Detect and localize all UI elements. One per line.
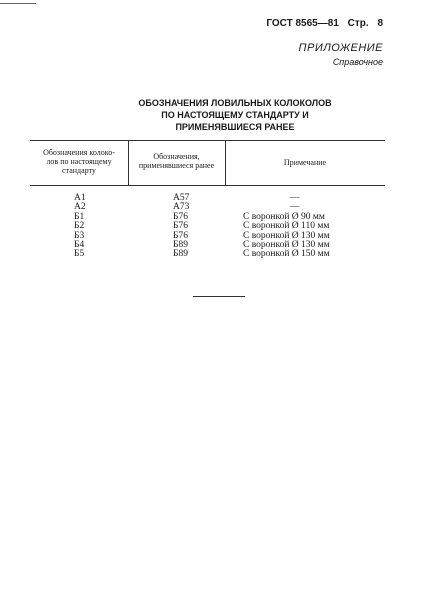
table-header-current-designation (30, 148, 128, 175)
table-header-note (225, 158, 385, 167)
table-row (0, 241, 431, 250)
document-title-line: ПРИМЕНЯВШИЕСЯ РАНЕЕ (175, 122, 295, 132)
previous-designation-cell: Б76 (173, 221, 188, 232)
header-text: стандарту (62, 166, 96, 175)
note-cell: С воронкой Ø 130 мм (243, 230, 330, 241)
header-text: Примечание (283, 158, 327, 167)
current-designation-cell: Б3 (74, 230, 85, 241)
table-row (0, 194, 431, 203)
current-designation-cell: Б5 (74, 249, 85, 260)
note-cell: — (290, 193, 300, 203)
table-header-rule (30, 185, 385, 186)
appendix-title: ПРИЛОЖЕНИЕ (298, 42, 383, 54)
table-body (0, 194, 431, 260)
previous-designation-cell: Б76 (173, 230, 188, 241)
page-number: 8 (377, 18, 383, 29)
current-designation-cell: Б4 (74, 239, 85, 250)
current-designation-cell: Б2 (74, 221, 85, 232)
table-header-previous-designation (128, 152, 225, 170)
previous-designation-cell: А57 (173, 193, 190, 203)
page-label: Стр. (347, 18, 369, 29)
header-text: Обозначения колоко- (43, 148, 115, 157)
table-top-rule (30, 140, 385, 141)
note-cell: С воронкой Ø 150 мм (243, 249, 330, 260)
appendix-subtitle: Справочное (332, 57, 383, 67)
document-title-line: ПО НАСТОЯЩЕМУ СТАНДАРТУ И (161, 110, 309, 120)
header-text: Обозначения, (153, 152, 200, 161)
note-cell: С воронкой Ø 110 мм (243, 221, 330, 232)
end-of-appendix-rule (193, 296, 245, 297)
note-cell: С воронкой Ø 90 мм (243, 211, 325, 222)
table-row (0, 213, 431, 222)
previous-designation-cell: Б89 (173, 239, 188, 250)
table-row (0, 222, 431, 231)
previous-designation-cell: Б89 (173, 249, 188, 260)
previous-designation-cell: А73 (173, 202, 190, 213)
previous-designation-cell: Б76 (173, 211, 188, 222)
table-row (0, 250, 431, 259)
header-text: лов по настоящему (46, 157, 112, 166)
current-designation-cell: А1 (74, 193, 86, 203)
note-cell: С воронкой Ø 130 мм (243, 239, 330, 250)
table-row (0, 232, 431, 241)
standard-number: ГОСТ 8565—81 (266, 18, 339, 29)
current-designation-cell: А2 (74, 202, 86, 213)
note-cell: — (290, 202, 300, 213)
current-designation-cell: Б1 (74, 211, 85, 222)
page-header (260, 18, 383, 29)
header-text: применявшиеся ранее (138, 161, 215, 170)
document-title-line: ОБОЗНАЧЕНИЯ ЛОВИЛЬНЫХ КОЛОКОЛОВ (138, 98, 332, 108)
table-row (0, 203, 431, 212)
document-title (110, 97, 360, 133)
scan-corner-line (0, 3, 36, 4)
